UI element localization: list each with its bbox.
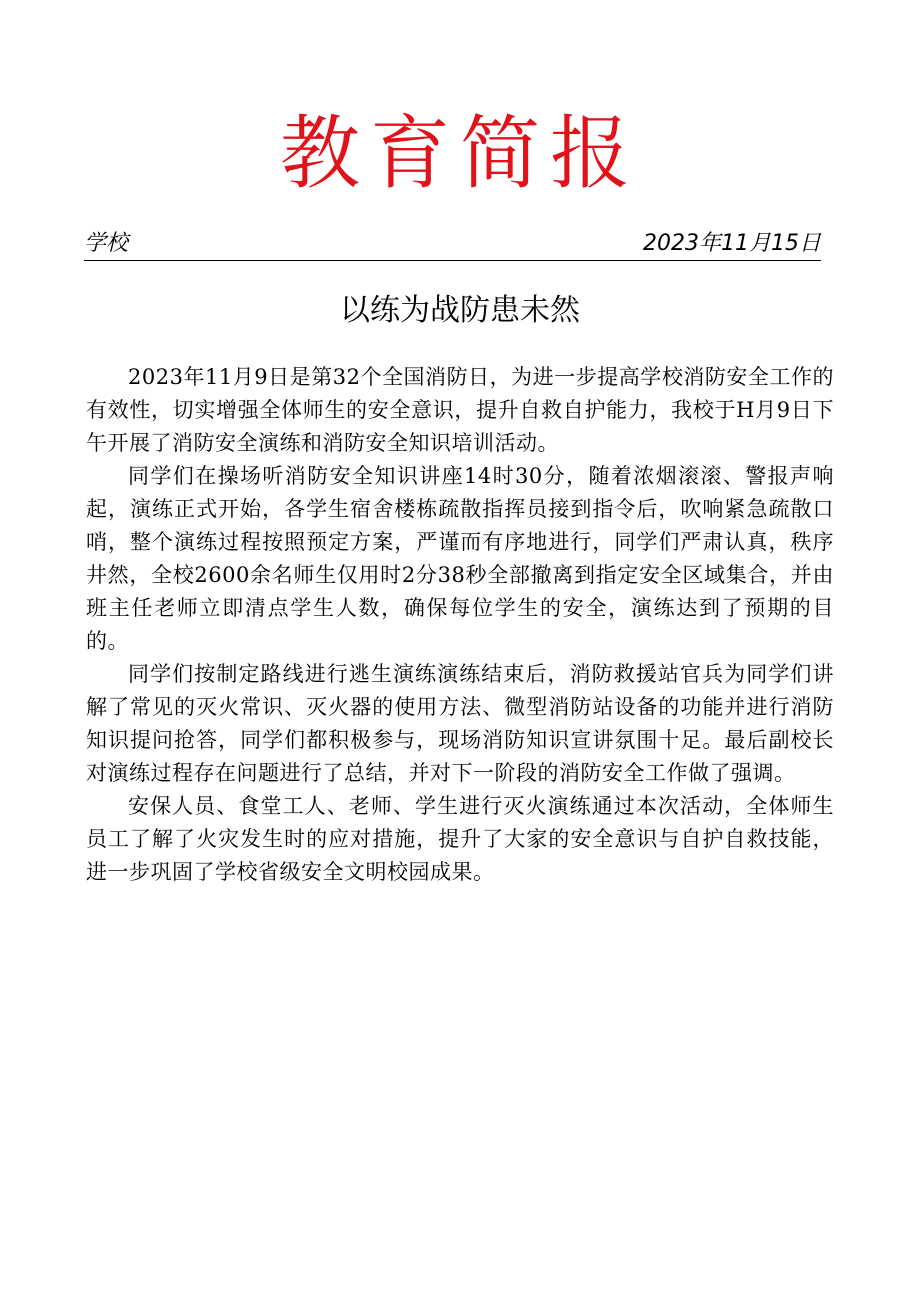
meta-line — [84, 228, 821, 261]
masthead-title: 教育简报 — [280, 107, 640, 200]
article-paragraph-1: 2023年11月9日是第32个全国消防日，为进一步提高学校消防安全工作的有效性，切实增强全体师生的安全意识，提升自救自护能力，我校于H月9日下午开展了消防安全演练和消防安全知识培训活动。 — [86, 365, 834, 455]
school-label: 学校 — [84, 231, 129, 256]
article-paragraph-3: 同学们按制定路线进行逃生演练演练结束后，消防救援站官兵为同学们讲解了常见的灭火常识、灭火器的使用方法、微型消防站设备的功能并进行消防知识提问抢答，同学们都积极参与，现场消防知识宣讲氛围十足。最后副校长对演练过程存在问题进行了总结，并对下一阶段的消防安全工作做了强调。 — [86, 662, 834, 785]
issue-date: 2023年11月15日 — [643, 231, 821, 256]
article-headline: 以练为战防患未然 — [340, 293, 580, 328]
article-body — [86, 361, 834, 889]
article-paragraph-4: 安保人员、食堂工人、老师、学生进行灭火演练通过本次活动，全体师生员工了解了火灾发生时的应对措施，提升了大家的安全意识与自护自救技能，进一步巩固了学校省级安全文明校园成果。 — [86, 794, 834, 884]
article-paragraph-2: 同学们在操场听消防安全知识讲座14时30分，随着浓烟滚滚、警报声响起，演练正式开始，各学生宿舍楼栋疏散指挥员接到指令后，吹响紧急疏散口哨，整个演练过程按照预定方案，严谨而有序地进行，同学们严肃认真，秩序井然，全校2600余名师生仅用时2分38秒全部撤离到指定安全区域集合，并由班主任老师立即清点学生人数，确保每位学生的安全，演练达到了预期的目的。 — [86, 464, 834, 653]
